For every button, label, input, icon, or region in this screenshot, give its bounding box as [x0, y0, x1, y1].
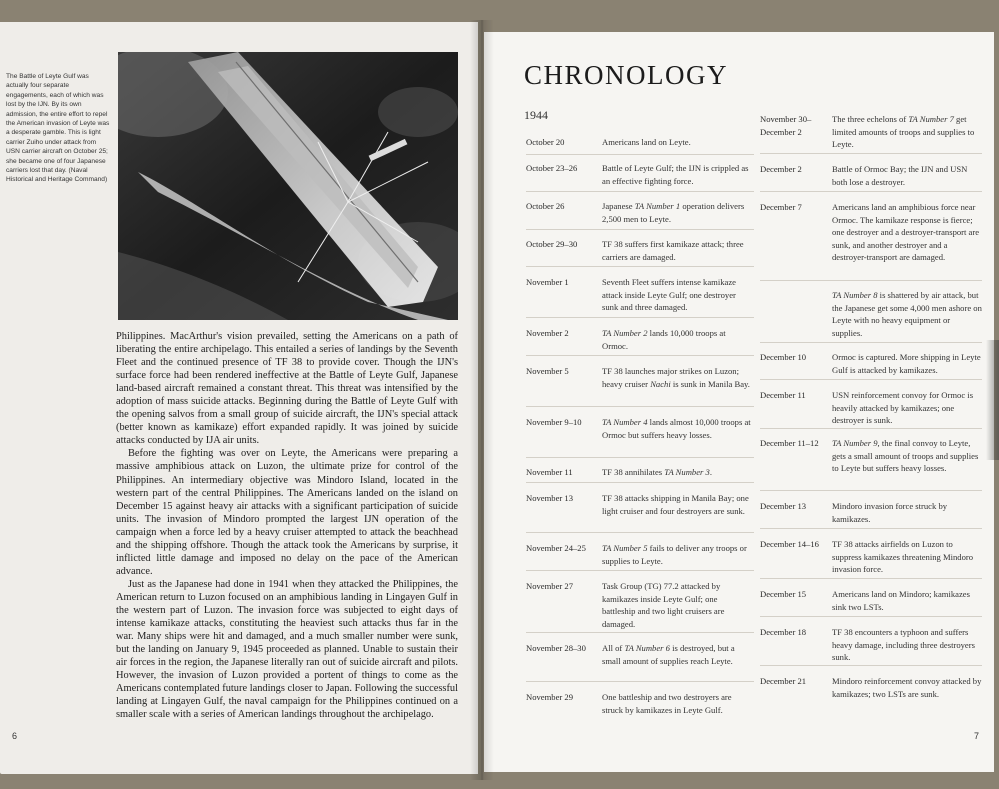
entry-date: December 21: [760, 676, 807, 686]
entry-date: December 15: [760, 589, 807, 599]
entry-description: Americans land an amphibious force near Ormoc. The kamikaze response is fierce; one destroyer and a destroyer-transport are sunk, and another destroyer and a destroyer-transport are damaged.: [832, 202, 980, 263]
entry-description: TF 38 suffers first kamikaze attack; three carriers are damaged.: [602, 239, 744, 262]
body-text: [116, 330, 458, 721]
operation-name: Nachi: [650, 378, 671, 389]
entry-date: December 7: [760, 202, 802, 212]
entry-date: November 27: [526, 581, 574, 591]
entry-description: TF 38 annihilates TA Number 3.: [602, 467, 712, 477]
paragraph: Philippines. MacArthur's vision prevailed, setting the Americans on a path of liberating the entire archipelago. This entailed a series of landings by the Seventh Fleet and the continued presence of TF 38 to provide cover. Though the IJN's surface force had been rendered ineffective at the Battle of Leyte Gulf, Japanese land-based aircraft remained a constant threat. This threat was intensified by the adoption of mass suicide attacks. Beginning during the Battle of Leyte Gulf with the opening salvos from a small group of suicide aircraft, the IJN's special attack (better known as kamikaze) effort expanded rapidly. It was joined by suicide attacks conducted by IJA air units.: [116, 331, 458, 447]
page-title: CHRONOLOGY: [524, 60, 728, 90]
finger-shadow: [986, 340, 999, 460]
entry-date: December 13: [760, 501, 807, 511]
carrier-photo-image: [118, 52, 458, 320]
entry-divider: [760, 342, 982, 343]
entry-description: TF 38 attacks shipping in Manila Bay; one light cruiser and four destroyers are sunk.: [602, 493, 749, 516]
entry-divider: [526, 406, 754, 407]
entry-description: TF 38 encounters a typhoon and suffers heavy damage, including three destroyers sunk.: [832, 627, 975, 663]
entry-divider: [760, 280, 982, 281]
paragraph: Just as the Japanese had done in 1941 when they attacked the Philippines, the American return to Luzon focused on an amphibious landing in Lingayen Gulf in the western part of Luzon. The invasion force was subjected to eight days of intense kamikaze attacks, constituting the heaviest such attacks thus far in the war. Many ships were hit and damaged, and a much smaller number were sunk, but the landing on January 9, 1945 proceeded as planned. Unable to sustain their air forces in the region, the Japanese literally ran out of suicide aircraft and pilots. However, the invasion of Luzon provided a portent of things to come as the Americans contemplated future landings closer to Japan. Following the successful landing at Lingayen Gulf, the naval campaign for the Philippines continued on a smaller scale with a series of American landings throughout the archipelago.: [116, 578, 458, 721]
paragraph: Before the fighting was over on Leyte, the Americans were preparing a massive amphibious attack on Luzon, the ultimate prize for control of the Philippines. An intermediary objective was Mindoro Island, located in the western part of the central Philippines. The Americans landed on the island on December 15 against heavy air attacks with a significant participation of suicide units. The invasion of Mindoro prompted the largest IJN operation of the campaign when a force led by a heavy cruiser attempted to attack the beachhead and the shipping offshore. Though the attack took the Americans by surprise, it inflicted little damage and imposed no delay on the pace of the American advance.: [116, 448, 458, 577]
entry-divider: [526, 317, 754, 318]
entry-divider: [760, 616, 982, 617]
entry-date: November 1: [526, 277, 569, 287]
entry-description: Japanese TA Number 1 operation delivers 2,500 men to Leyte.: [602, 201, 745, 224]
entry-date: October 23–26: [526, 163, 578, 173]
entry-divider: [526, 570, 754, 571]
entry-divider: [526, 482, 754, 483]
operation-name: TA Number 6: [624, 643, 670, 653]
entry-date: November 30– December 2: [760, 114, 812, 137]
entry-description: Task Group (TG) 77.2 attacked by kamikazes inside Leyte Gulf; one battleship and two light cruisers are damaged.: [602, 581, 725, 629]
entry-date: October 29–30: [526, 239, 578, 249]
entry-date: December 18: [760, 627, 807, 637]
operation-name: TA Number 5: [602, 543, 648, 553]
entry-date: December 14–16: [760, 539, 819, 549]
aircraft-carrier-photo: [118, 52, 458, 320]
entry-description: USN reinforcement convoy for Ormoc is heavily attacked by kamikazes; one destroyer is sunk.: [832, 390, 974, 426]
photo-caption: The Battle of Leyte Gulf was actually four separate engagements, each of which was lost by the IJN. By its own admission, the entire effort to repel the American invasion of Leyte was a desperate gamble. This is light carrier Zuiho under attack from USN carrier aircraft on October 25; she became one of four Japanese carriers lost that day. (Naval Historical and Heritage Command): [6, 73, 110, 184]
entry-description: Americans land on Mindoro; kamikazes sink two LSTs.: [832, 589, 970, 612]
entry-date: November 2: [526, 328, 569, 338]
entry-description: Seventh Fleet suffers intense kamikaze attack inside Leyte Gulf; one destroyer sunk and three damaged.: [602, 277, 736, 313]
book-gutter: [470, 20, 494, 780]
page-number-left: 6: [12, 731, 18, 741]
entry-description: Ormoc is captured. More shipping in Leyte Gulf is attacked by kamikazes.: [832, 352, 981, 375]
entry-description: One battleship and two destroyers are struck by kamikazes in Leyte Gulf.: [602, 692, 732, 715]
entry-description: TF 38 launches major strikes on Luzon; heavy cruiser Nachi is sunk in Manila Bay.: [602, 366, 750, 389]
entry-description: TF 38 attacks airfields on Luzon to suppress kamikazes threatening Mindoro invasion force.: [832, 539, 974, 575]
entry-date: November 24–25: [526, 543, 586, 553]
operation-name: TA Number 1: [634, 201, 681, 211]
entry-description: TA Number 5 fails to deliver any troops or supplies to Leyte.: [602, 543, 747, 566]
operation-name: TA Number 8: [832, 290, 878, 300]
entry-date: December 11: [760, 390, 806, 400]
entry-date: December 11–12: [760, 438, 819, 448]
entry-divider: [760, 528, 982, 529]
entry-divider: [760, 490, 982, 491]
entry-date: December 10: [760, 352, 807, 362]
entry-divider: [760, 153, 982, 154]
entry-description: Americans land on Leyte.: [602, 137, 691, 147]
entry-divider: [526, 154, 754, 155]
entry-divider: [526, 191, 754, 192]
entry-date: November 13: [526, 493, 574, 503]
operation-name: TA Number 4: [602, 417, 648, 427]
entry-divider: [526, 681, 754, 682]
entry-description: Battle of Leyte Gulf; the IJN is crippled as an effective fighting force.: [602, 163, 749, 186]
operation-name: TA Number 9: [832, 438, 878, 448]
entry-divider: [526, 355, 754, 356]
entry-description: Mindoro reinforcement convoy attacked by kamikazes; two LSTs are sunk.: [832, 676, 982, 699]
entry-date: November 5: [526, 366, 569, 376]
entry-date: November 29: [526, 692, 574, 702]
entry-date: November 11: [526, 467, 573, 477]
entry-description: The three echelons of TA Number 7 get limited amounts of troops and supplies to Leyte.: [832, 114, 975, 150]
entry-date: November 28–30: [526, 643, 586, 653]
operation-name: TA Number 7: [908, 114, 954, 124]
entry-divider: [526, 457, 754, 458]
entry-divider: [526, 532, 754, 533]
operation-name: TA Number 2: [602, 328, 648, 338]
entry-date: November 9–10: [526, 417, 582, 427]
entry-description: Mindoro invasion force struck by kamikazes.: [832, 501, 948, 524]
entry-divider: [760, 428, 982, 429]
entry-date: December 2: [760, 164, 802, 174]
entry-divider: [760, 379, 982, 380]
entry-divider: [526, 266, 754, 267]
entry-description: Battle of Ormoc Bay; the IJN and USN both lose a destroyer.: [832, 164, 968, 187]
entry-divider: [760, 578, 982, 579]
entry-date: October 26: [526, 201, 565, 211]
entry-divider: [526, 229, 754, 230]
entry-divider: [760, 191, 982, 192]
entry-date: October 20: [526, 137, 565, 147]
entry-description: TA Number 9, the final convoy to Leyte, gets a small amount of troops and supplies to Leyte but suffers heavy losses.: [832, 438, 979, 474]
entry-description: All of TA Number 6 is destroyed, but a small amount of supplies reach Leyte.: [602, 643, 735, 666]
page-number-right: 7: [974, 731, 980, 741]
year-heading: 1944: [524, 108, 548, 122]
operation-name: TA Number 3: [664, 467, 710, 477]
entry-divider: [526, 632, 754, 633]
entry-description: TA Number 2 lands 10,000 troops at Ormoc.: [602, 328, 726, 351]
entry-description: TA Number 4 lands almost 10,000 troops at Ormoc but suffers heavy losses.: [602, 417, 751, 440]
entry-divider: [760, 665, 982, 666]
entry-description: TA Number 8 is shattered by air attack, but the Japanese get some 4,000 men ashore on Leyte with no heavy equipment or supplies.: [832, 290, 982, 338]
